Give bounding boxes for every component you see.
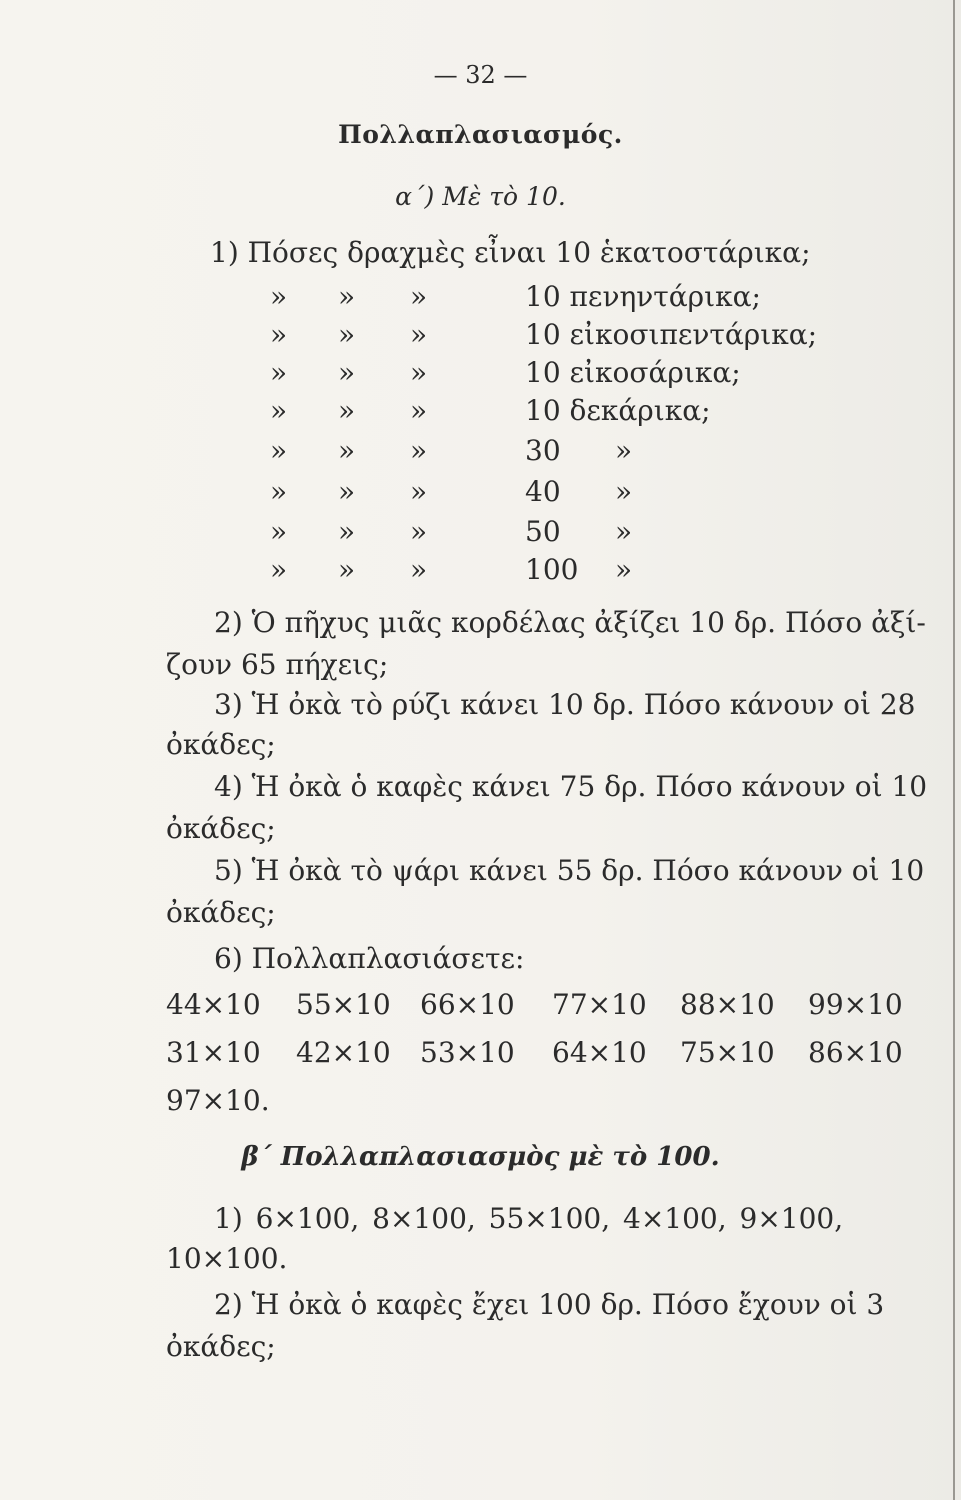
ditto-row: » » » 30 » [270, 434, 633, 467]
ditto-row: » » » 10 πενηντάρικα; [270, 280, 761, 313]
ditto-row: » » » 10 δεκάρικα; [270, 394, 711, 427]
product: 66×10 [420, 988, 515, 1021]
product: 44×10 [166, 988, 261, 1021]
exercise-6-heading: 6) Πολλαπλασιάσετε: [214, 942, 525, 975]
exercise-2-line-1: 2) Ὁ πῆχυς μιᾶς κορδέλας ἀξίζει 10 δρ. Πόσο ἀξί- [214, 606, 926, 639]
product: 64×10 [552, 1036, 647, 1069]
exercise-3-line-2: ὀκάδες; [166, 728, 276, 761]
chapter-title: Πολλαπλασιασμός. [338, 120, 623, 149]
exercise-5-line-2: ὀκάδες; [166, 896, 276, 929]
product: 97×10. [166, 1084, 270, 1117]
product: 53×10 [420, 1036, 515, 1069]
product: 31×10 [166, 1036, 261, 1069]
section-title-a: α΄) Μὲ τὸ 10. [395, 182, 566, 211]
exercise-4-line-2: ὀκάδες; [166, 812, 276, 845]
exercise-5-line-1: 5) Ἡ ὀκὰ τὸ ψάρι κάνει 55 δρ. Πόσο κάνουν οἱ 10 [214, 854, 925, 887]
exercise-3-line-1: 3) Ἡ ὀκὰ τὸ ρύζι κάνει 10 δρ. Πόσο κάνουν οἱ 28 [214, 688, 916, 721]
ditto-row: » » » 40 » [270, 475, 633, 508]
ditto-row: » » » 100 » [270, 553, 633, 586]
product: 75×10 [680, 1036, 775, 1069]
exercise-1-text: 1) Πόσες δραχμὲς εἶναι 10 ἑκατοστάρικα; [210, 236, 811, 269]
page-edge [953, 0, 955, 1500]
section-title-b: β΄ Πολλαπλασιασμὸς μὲ τὸ 100. [241, 1142, 720, 1172]
product: 99×10 [808, 988, 903, 1021]
ditto-row: » » » 10 εἰκοσάρικα; [270, 356, 741, 389]
product: 86×10 [808, 1036, 903, 1069]
page-number: — 32 — [433, 61, 528, 89]
exercise-b1-line-2: 10×100. [166, 1242, 288, 1275]
exercise-b1-line-1: 1) 6×100, 8×100, 55×100, 4×100, 9×100, [214, 1202, 844, 1235]
product: 88×10 [680, 988, 775, 1021]
exercise-2-line-2: ζουν 65 πήχεις; [166, 648, 389, 681]
exercise-b2-line-1: 2) Ἡ ὀκὰ ὁ καφὲς ἔχει 100 δρ. Πόσο ἔχουν οἱ 3 [214, 1288, 885, 1321]
exercise-b2-line-2: ὀκάδες; [166, 1330, 276, 1363]
product: 77×10 [552, 988, 647, 1021]
ditto-row: » » » 50 » [270, 515, 633, 548]
product: 42×10 [296, 1036, 391, 1069]
product: 55×10 [296, 988, 391, 1021]
ditto-row: » » » 10 εἰκοσιπεντάρικα; [270, 318, 818, 351]
exercise-4-line-1: 4) Ἡ ὀκὰ ὁ καφὲς κάνει 75 δρ. Πόσο κάνουν οἱ 10 [214, 770, 928, 803]
